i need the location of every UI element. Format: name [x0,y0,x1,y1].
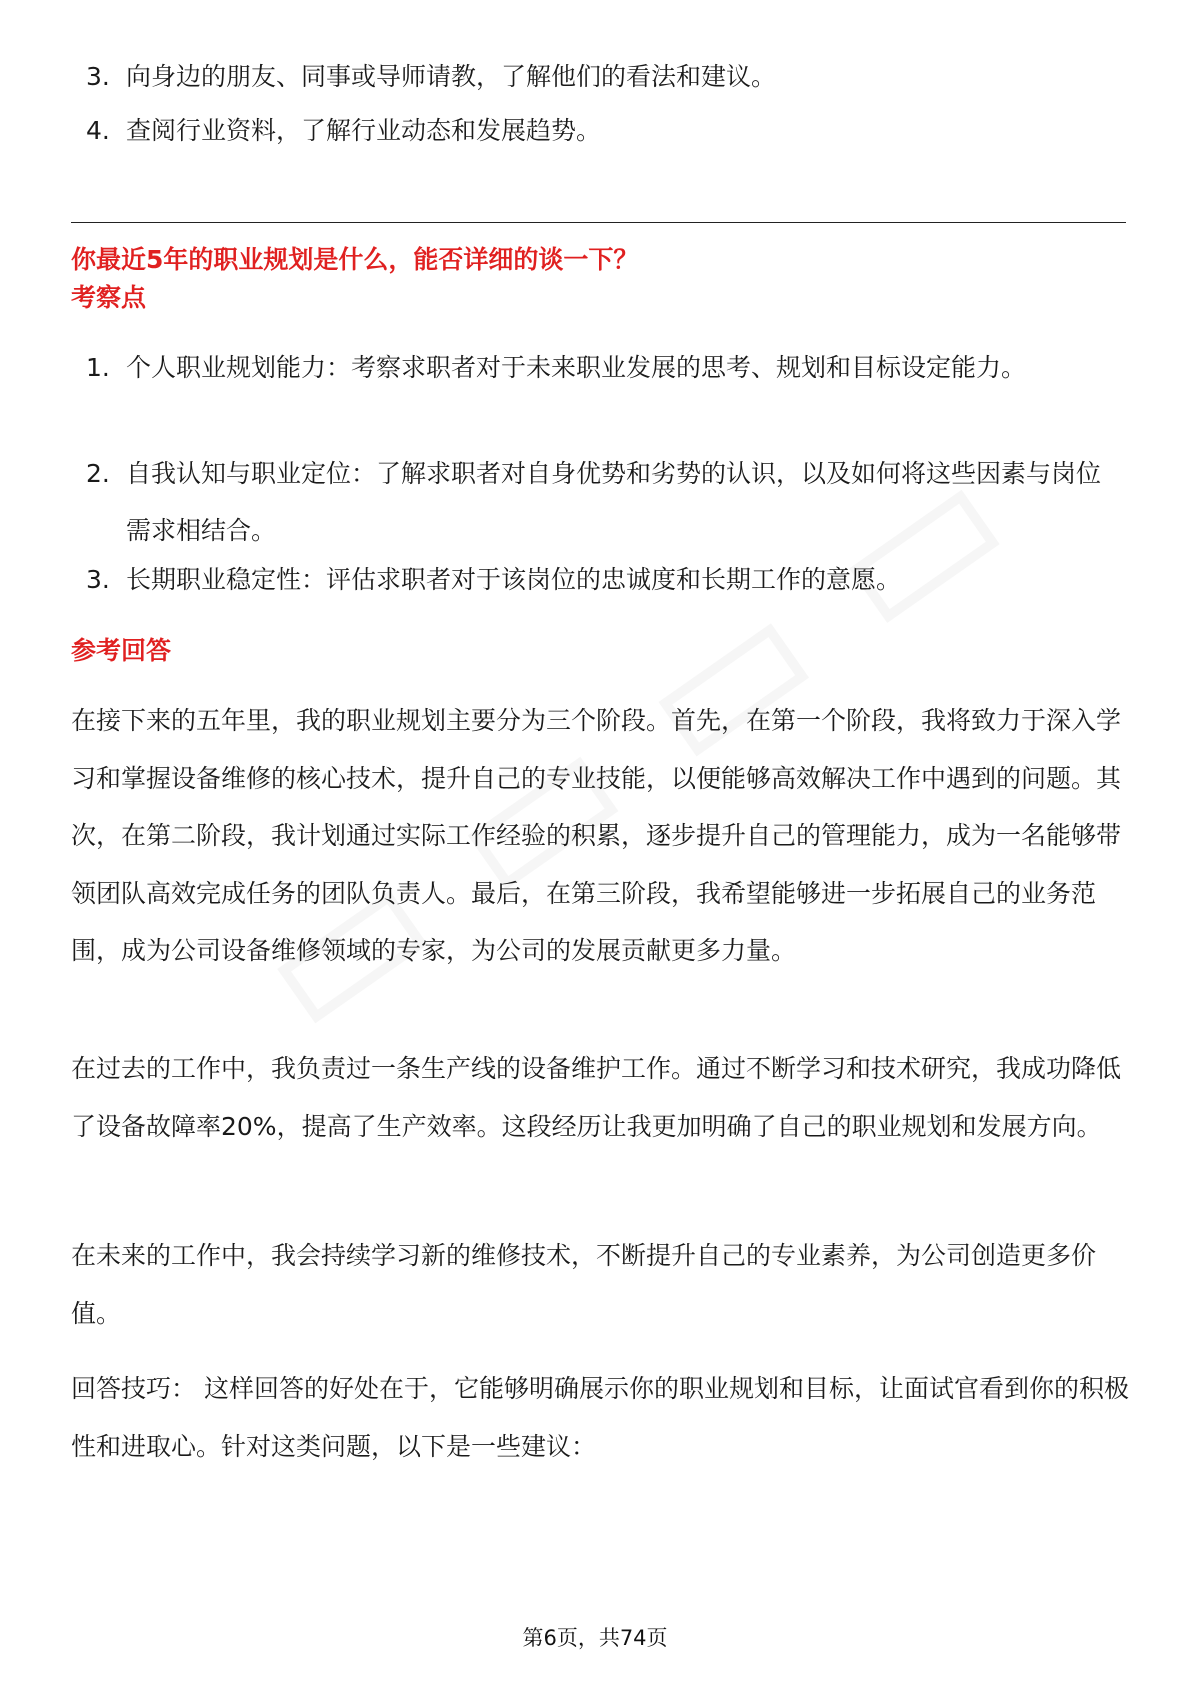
list-item-number: 2. [86,459,110,488]
list-item-number: 1. [86,353,110,382]
list-item-number: 3. [86,62,110,91]
answer-tips-paragraph: 回答技巧： 这样回答的好处在于，它能够明确展示你的职业规划和目标，让面试官看到你的积极性和进取心。针对这类问题，以下是一些建议： [71,1374,1129,1461]
list-item-text: 个人职业规划能力：考察求职者对于未来职业发展的思考、规划和目标设定能力。 [126,353,1027,382]
section-divider [71,222,1126,223]
answer-paragraph: 在过去的工作中，我负责过一条生产线的设备维护工作。通过不断学习和技术研究，我成功降低了设备故障率20%，提高了生产效率。这段经历让我更加明确了自己的职业规划和发展方向。 [71,1054,1122,1141]
page-footer: 第6页，共74页 [522,1626,668,1650]
list-item-text: 查阅行业资料，了解行业动态和发展趋势。 [126,116,602,145]
list-item-number: 3. [86,565,110,594]
answer-paragraph: 在接下来的五年里，我的职业规划主要分为三个阶段。首先，在第一个阶段，我将致力于深入学习和掌握设备维修的核心技术，提升自己的专业技能，以便能够高效解决工作中遇到的问题。其次，在第二阶段，我计划通过实际工作经验的积累，逐步提升自己的管理能力，成为一名能够带领团队高效完成任务的团队负责人。最后，在第三阶段，我希望能够进一步拓展自己的业务范围，成为公司设备维修领域的专家，为公司的发展贡献更多力量。 [71,706,1122,966]
answer-heading: 参考回答 [71,636,172,665]
list-item-text: 自我认知与职业定位：了解求职者对自身优势和劣势的认识，以及如何将这些因素与岗位需求相结合。 [126,459,1102,545]
question-title: 你最近5年的职业规划是什么，能否详细的谈一下？ [71,245,639,274]
answer-paragraph: 在未来的工作中，我会持续学习新的维修技术，不断提升自己的专业素养，为公司创造更多价值。 [71,1241,1097,1328]
list-item-text: 向身边的朋友、同事或导师请教，了解他们的看法和建议。 [126,62,777,91]
list-item-number: 4. [86,116,110,145]
exam-points-heading: 考察点 [71,283,147,312]
list-item-text: 长期职业稳定性：评估求职者对于该岗位的忠诚度和长期工作的意愿。 [126,565,902,594]
